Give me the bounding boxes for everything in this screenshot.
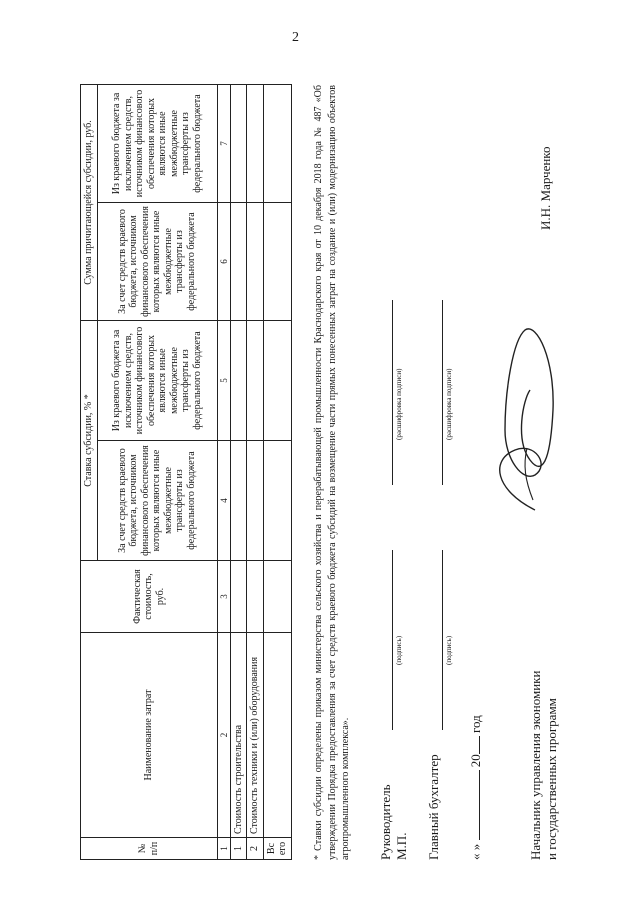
header-rate-regional: Из краевого бюджета за исключением средств, источником финансового обеспечения которых являются иные межбюджетные трансферты из федерального бюджета (97, 320, 217, 440)
head-decoding-hint: (расшифровка подписи) (395, 368, 403, 440)
table-row (230, 84, 247, 859)
header-actual-cost: Фактическая стоимость, руб. (81, 561, 218, 633)
row-number: 1 (230, 838, 247, 860)
date-prefix: « » (468, 843, 483, 860)
chief-accountant-label: Главный бухгалтер (426, 754, 441, 860)
date-line (468, 715, 484, 860)
col-num-5: 5 (217, 320, 230, 440)
total-row (263, 84, 291, 859)
date-suffix: год (468, 715, 483, 733)
subsidy-calculation-table (80, 84, 292, 860)
head-decoding-line (392, 300, 393, 485)
header-sum-regional: Из краевого бюджета за исключением средств, источником финансового обеспечения которых являются иные межбюджетные трансферты из федерального бюджета (97, 84, 217, 202)
col-num-1: 1 (217, 838, 230, 860)
date-year-prefix: 20 (468, 754, 483, 768)
official-title-line1: Начальник управления экономики (528, 670, 543, 860)
mp-label: М.П. (394, 832, 409, 860)
row-number: 2 (247, 838, 264, 860)
col-num-7: 7 (217, 84, 230, 202)
rotated-form-sheet (80, 80, 640, 880)
official-name: И.Н. Марченко (538, 146, 553, 230)
col-num-3: 3 (217, 561, 230, 633)
total-label: Всего (263, 838, 291, 860)
col-num-2: 2 (217, 633, 230, 838)
row-name: Стоимость техники и (или) оборудования (247, 633, 264, 838)
head-label: Руководитель (378, 784, 393, 860)
accountant-signature-hint: (подпись) (445, 635, 453, 665)
header-number: № п/п (81, 838, 218, 860)
header-sum-federal: За счет средств краевого бюджета, источником финансового обеспечения которых являются иные межбюджетные трансферты из федерального бюджета (97, 202, 217, 320)
head-signature-line (392, 550, 393, 730)
col-num-6: 6 (217, 202, 230, 320)
header-subsidy-rate: Ставка субсидии, % * (81, 320, 98, 560)
column-numbers-row (217, 84, 230, 859)
handwritten-signature (475, 320, 570, 520)
row-name: Стоимость строительства (230, 633, 247, 838)
head-signature-hint: (подпись) (395, 635, 403, 665)
accountant-signature-line (442, 550, 443, 730)
col-num-4: 4 (217, 441, 230, 561)
footnote: * Ставки субсидии определены приказом министерства сельского хозяйства и перерабатывающей промышленности Краснодарского края от 10 декабря 2018 года № 487 «Об утверждении Порядка предоставления за счет средств краевого бюджета субсидий на возмещение части прямых понесенных затрат на создание и (или) модернизацию объектов агропромышленного комплекса». (313, 85, 351, 860)
page-number: 2 (292, 30, 299, 45)
header-rate-federal: За счет средств краевого бюджета, источником финансового обеспечения которых являются иные межбюджетные трансферты из федерального бюджета (97, 441, 217, 561)
header-subsidy-amount: Сумма причитающейся субсидии, руб. (81, 84, 98, 320)
header-cost-name: Наименование затрат (81, 633, 218, 838)
accountant-decoding-line (442, 300, 443, 485)
accountant-decoding-hint: (расшифровка подписи) (445, 368, 453, 440)
official-title-line2: и государственных программ (544, 698, 559, 860)
table-row (247, 84, 264, 859)
